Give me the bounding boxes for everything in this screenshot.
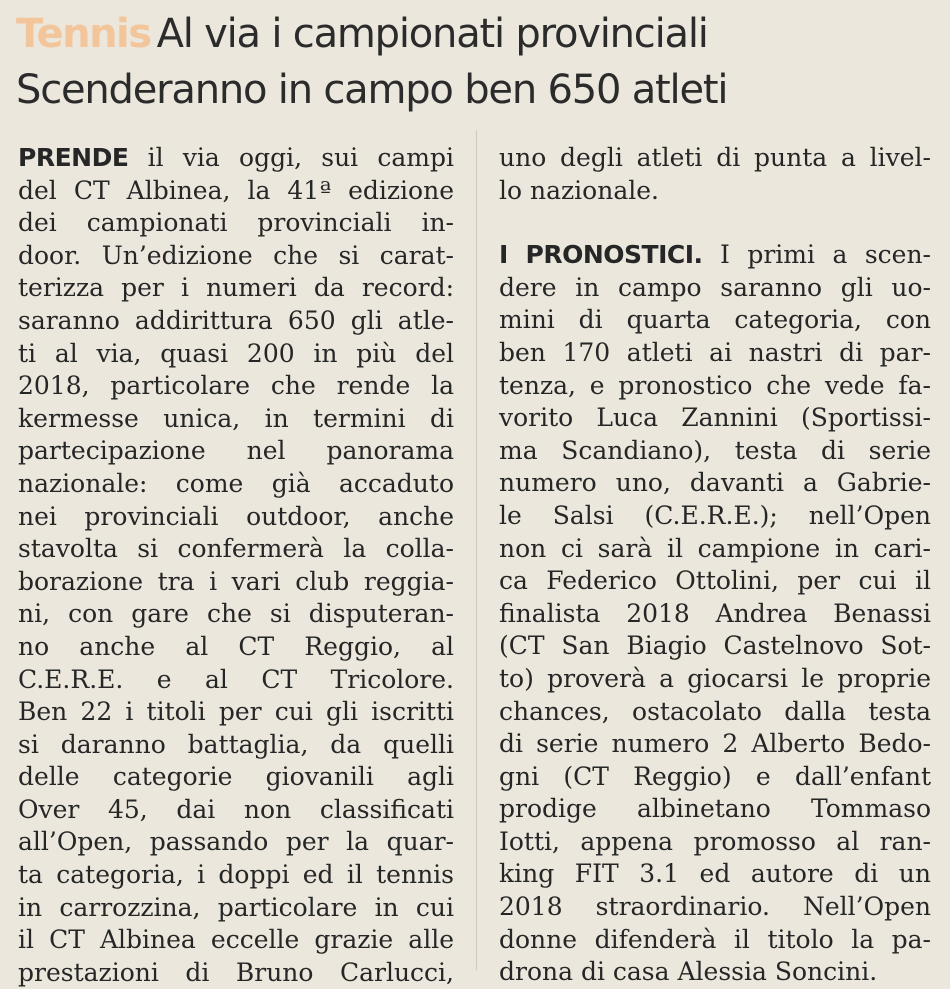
article-line (18, 826, 454, 859)
paragraph-lead-in: PRENDE (18, 143, 129, 172)
line-text: saranno addirittura 650 gli atle- (18, 305, 454, 335)
line-text: tenza, e pronostico che vede fa- (499, 370, 931, 400)
article-line (18, 664, 454, 697)
line-text: finalista 2018 Andrea Benassi (499, 598, 931, 628)
line-text: 2018 straordinario. Nell’Open (499, 892, 931, 922)
article-line (18, 403, 454, 436)
line-text: le Salsi (C.E.R.E.); nell’Open (499, 500, 931, 530)
line-text: uno degli atleti di punta a livel- (499, 143, 931, 172)
line-text: il via oggi, sui campi (128, 143, 454, 172)
article-line (499, 858, 931, 891)
line-text: numero uno, davanti a Gabrie- (499, 468, 931, 498)
article-line (499, 370, 931, 403)
line-text: Ben 22 i titoli per cui gli iscritti (18, 697, 454, 727)
line-text: prestazioni di Bruno Carlucci, (18, 957, 454, 987)
article-line (18, 631, 454, 664)
article-line (499, 239, 931, 272)
article-line (499, 467, 931, 500)
article-line (499, 728, 931, 761)
article-line (499, 500, 931, 533)
article-line (18, 272, 454, 305)
article-line (18, 957, 454, 989)
article-column-1 (18, 142, 454, 989)
line-text: ti al via, quasi 200 in più del (18, 338, 454, 368)
paragraph-lead-in: I PRONOSTICI. (499, 240, 703, 270)
article-line (499, 956, 931, 989)
line-text: prodige albinetano Tommaso (499, 794, 931, 824)
line-text: delle categorie giovanili agli (18, 762, 454, 792)
line-text: (CT San Biagio Castelnovo Sot- (499, 631, 931, 661)
article-line (18, 729, 454, 762)
article-line (499, 891, 931, 924)
article-line (499, 142, 931, 175)
line-text: di serie numero 2 Alberto Bedo- (499, 729, 931, 759)
article-line (18, 892, 454, 925)
article-line (18, 175, 454, 208)
article-line (18, 924, 454, 957)
line-text: in carrozzina, particolare in cui (18, 892, 454, 922)
line-text: 2018, particolare che rende la (18, 371, 454, 401)
line-text: drona di casa Alessia Soncini. (499, 957, 878, 987)
column-2-pronostici (499, 239, 931, 989)
headline-title: Al via i campionati provinciali (156, 11, 708, 57)
line-text: C.E.R.E. e al CT Tricolore. (18, 664, 454, 694)
line-text: borazione tra i vari club reggia- (18, 566, 454, 596)
article-line (499, 924, 931, 957)
article-line (499, 761, 931, 794)
article-line (18, 142, 454, 175)
article-line (499, 598, 931, 631)
article-line (18, 501, 454, 534)
section-kicker: Tennis (16, 11, 151, 57)
article-line (499, 630, 931, 663)
headline-subtitle: Scenderanno in campo ben 650 atleti (16, 67, 728, 113)
article-line (499, 402, 931, 435)
line-text: ni, con gare che si disputeran- (18, 599, 454, 629)
line-text: vorito Luca Zannini (Sportissi- (499, 403, 931, 433)
line-text: king FIT 3.1 ed autore di un (499, 859, 931, 889)
article-line (18, 370, 454, 403)
line-text: to) proverà a giocarsi le proprie (499, 663, 931, 693)
article-line (499, 826, 931, 859)
line-text: Over 45, dai non classificati (18, 794, 454, 824)
article-line (499, 272, 931, 305)
article-line (499, 337, 931, 370)
line-text: donne difenderà il titolo la pa- (499, 924, 931, 954)
line-text: si daranno battaglia, da quelli (18, 729, 454, 759)
article-line (18, 207, 454, 240)
article-line (18, 696, 454, 729)
article-line (18, 338, 454, 371)
line-text: I primi a scen- (702, 240, 931, 270)
line-text: non ci sarà il campione in cari- (499, 533, 931, 563)
column-2-continuation (499, 142, 931, 207)
line-text: partecipazione nel panorama (18, 436, 454, 466)
line-text: nazionale: come già accaduto (18, 468, 454, 498)
article-line (18, 305, 454, 338)
article-line (499, 304, 931, 337)
line-text: gni (CT Reggio) e dall’enfant (499, 761, 931, 791)
article-line (18, 566, 454, 599)
line-text: il CT Albinea eccelle grazie alle (18, 925, 454, 955)
article-line (499, 663, 931, 696)
article-line (499, 533, 931, 566)
article-column-2 (499, 142, 931, 989)
line-text: ben 170 atleti ai nastri di par- (499, 337, 931, 367)
line-text: ca Federico Ottolini, per cui il (499, 566, 931, 596)
line-text: all’Open, passando per la quar- (18, 827, 454, 857)
article-line (499, 565, 931, 598)
article-line (18, 240, 454, 273)
paragraph-gap (499, 207, 931, 239)
article-line (18, 761, 454, 794)
article-line (18, 598, 454, 631)
article-line (499, 175, 931, 208)
line-text: door. Un’edizione che si carat- (18, 240, 454, 270)
article-line (499, 696, 931, 729)
line-text: ta categoria, i doppi ed il tennis (18, 860, 454, 890)
article-line (499, 793, 931, 826)
article-line (18, 468, 454, 501)
line-text: del CT Albinea, la 41ª edizione (18, 175, 454, 205)
line-text: dere in campo saranno gli uo- (499, 272, 931, 302)
line-text: dei campionati provinciali in- (18, 208, 454, 238)
article-line (18, 533, 454, 566)
article-line (18, 794, 454, 827)
line-text: no anche al CT Reggio, al (18, 631, 454, 661)
line-text: lo nazionale. (499, 175, 659, 205)
headline-line-1 (16, 6, 936, 62)
line-text: kermesse unica, in termini di (18, 403, 454, 433)
line-text: Iotti, appena promosso al ran- (499, 826, 931, 856)
line-text: nei provinciali outdoor, anche (18, 501, 454, 531)
article-line (18, 859, 454, 892)
article-line (18, 435, 454, 468)
line-text: ma Scandiano), testa di serie (499, 435, 931, 465)
line-text: mini di quarta categoria, con (499, 305, 931, 335)
column-divider (476, 130, 477, 970)
headline (16, 6, 936, 118)
article-line (499, 435, 931, 468)
line-text: terizza per i numeri da record: (18, 273, 454, 303)
line-text: chances, ostacolato dalla testa (499, 696, 931, 726)
line-text: stavolta si confermerà la colla- (18, 534, 454, 564)
